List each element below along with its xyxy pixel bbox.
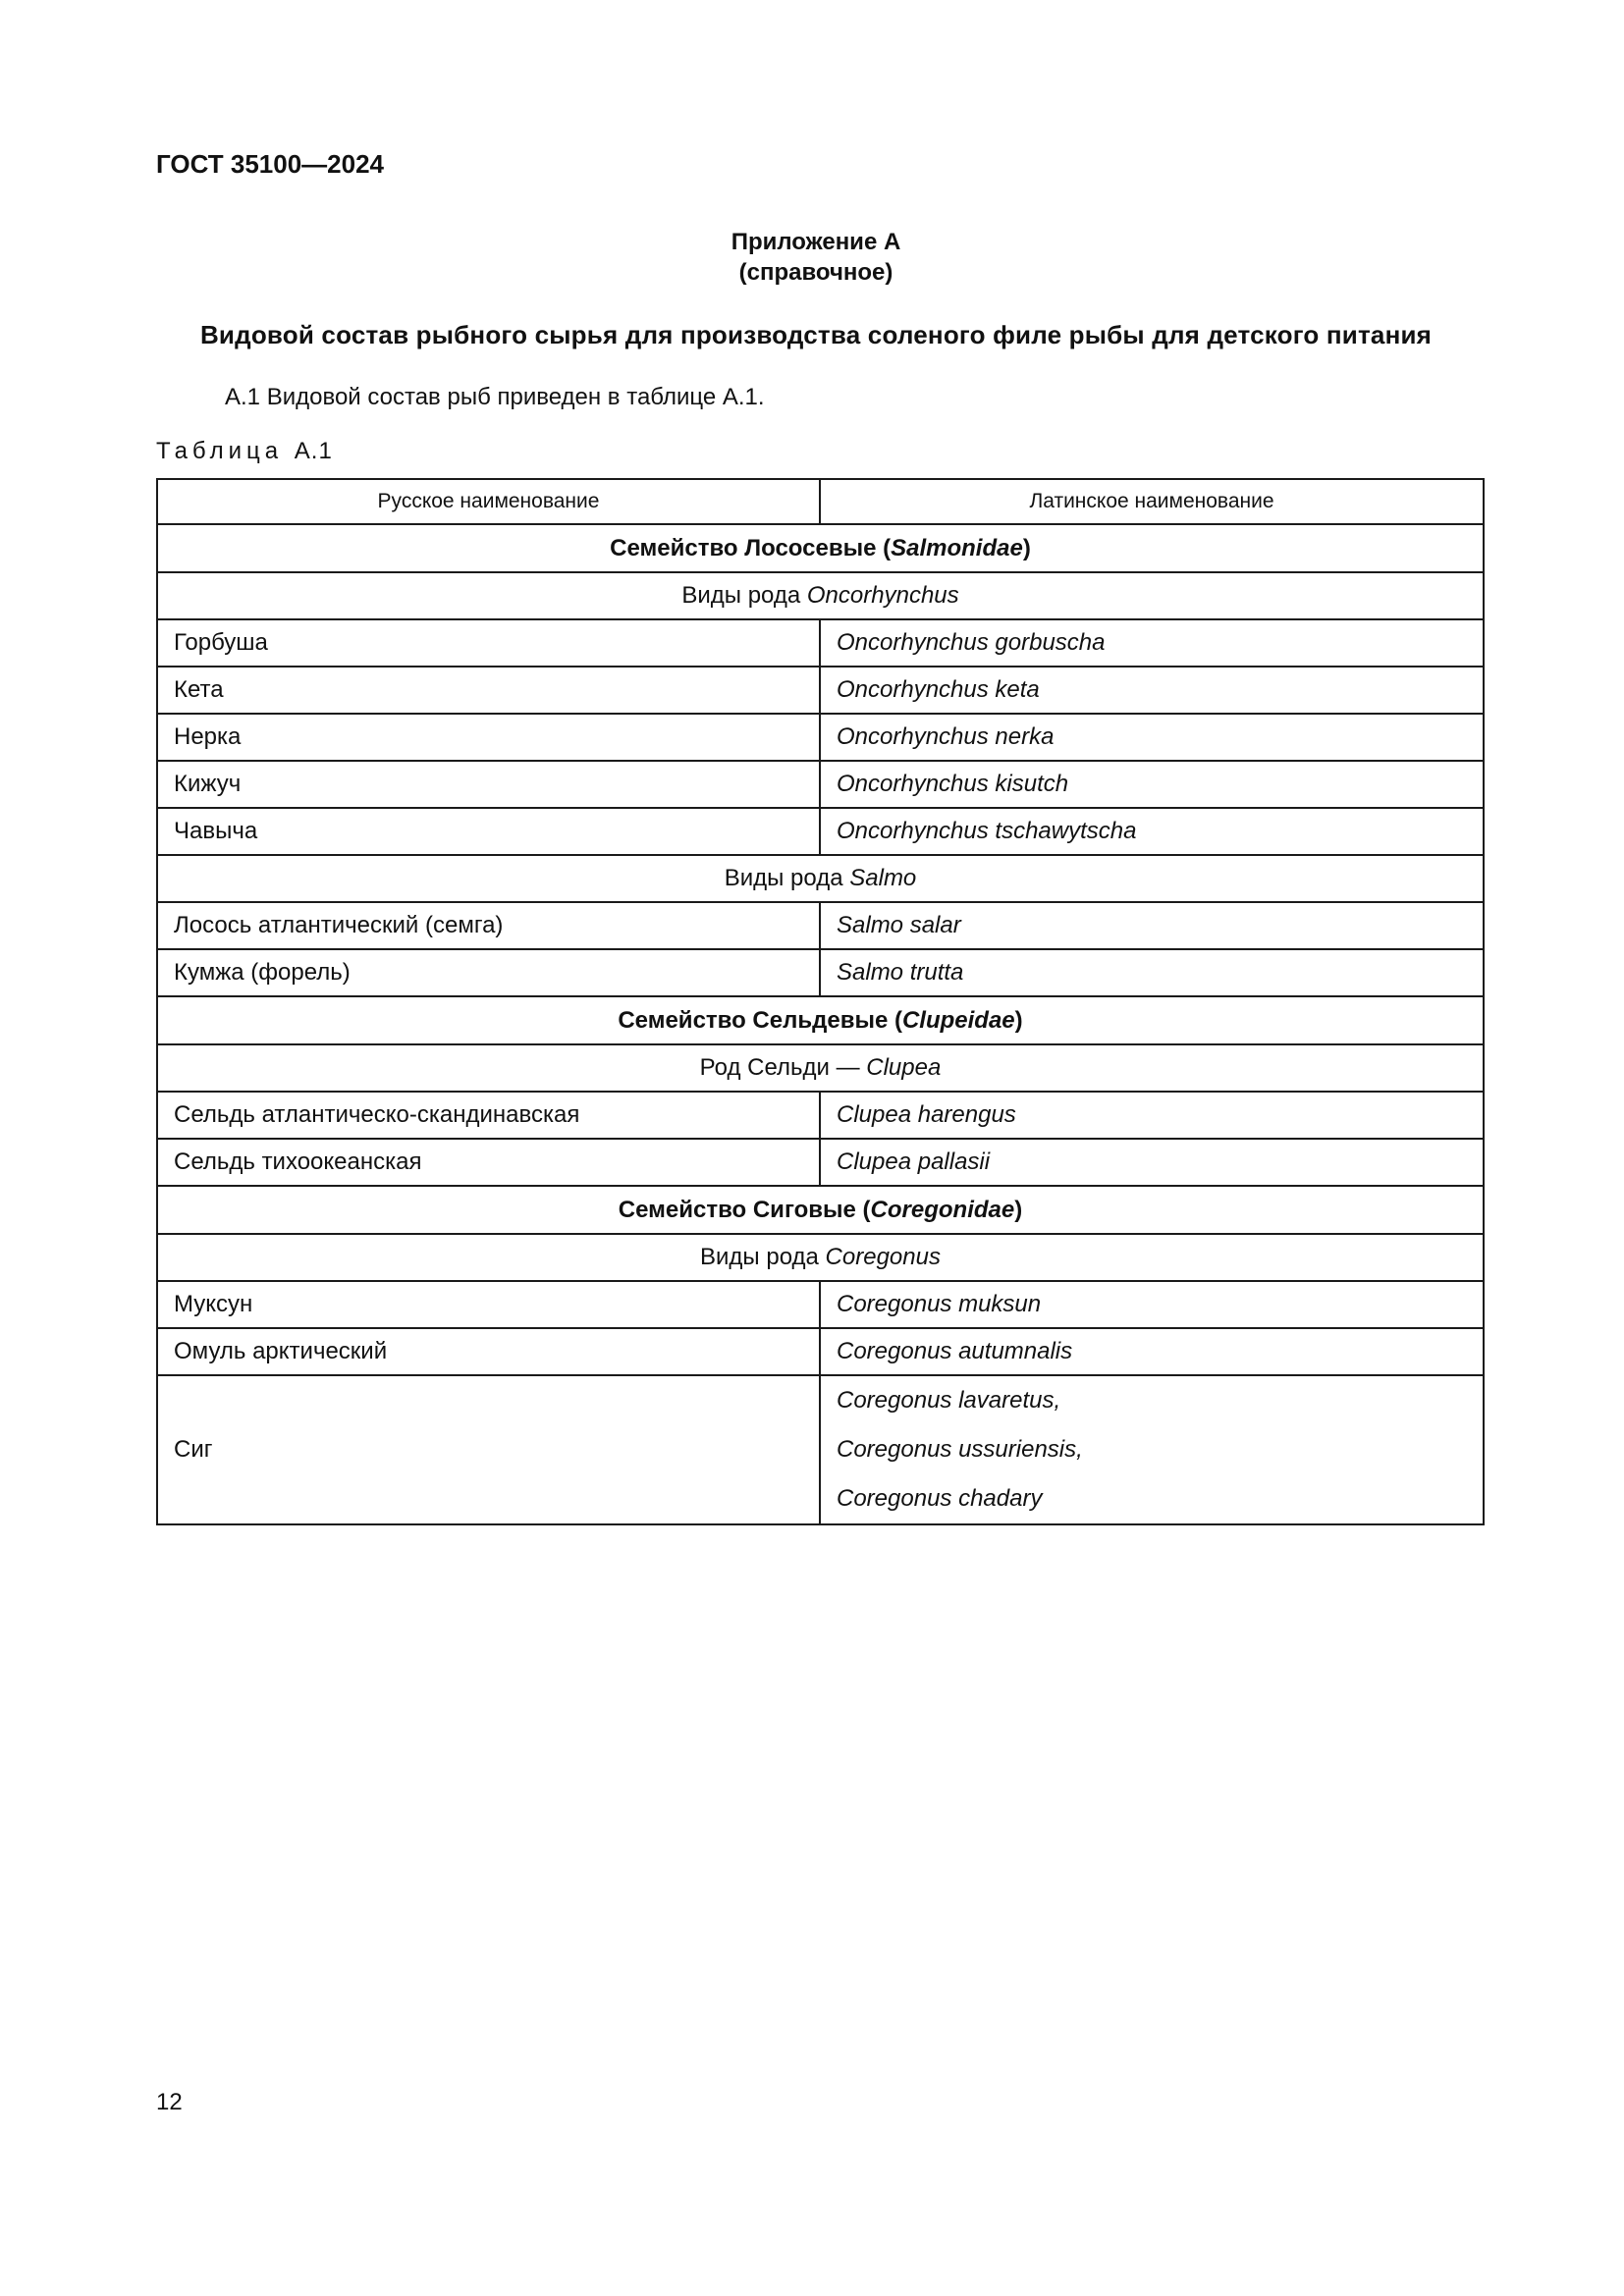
russian-name-cell: Кижуч	[157, 761, 820, 808]
appendix-subtitle: (справочное)	[738, 259, 893, 286]
table-caption-number: А.1	[294, 438, 333, 464]
genus-cell	[157, 1234, 1484, 1281]
table-row-sig	[157, 1375, 1484, 1524]
document-code: ГОСТ 35100—2024	[156, 149, 384, 179]
appendix-title-block	[0, 227, 1624, 288]
table-row	[157, 902, 1484, 949]
genus-cell	[157, 572, 1484, 619]
genus-prefix: Виды рода	[681, 582, 807, 609]
russian-name-cell: Кета	[157, 667, 820, 714]
family-latin: Clupeidae	[901, 1006, 1015, 1034]
latin-name-cell: Salmo salar	[820, 902, 1484, 949]
family-cell	[157, 524, 1484, 572]
russian-name-cell: Нерка	[157, 714, 820, 761]
russian-name-cell: Кумжа (форель)	[157, 949, 820, 996]
column-header-russian: Русское наименование	[157, 479, 820, 524]
table-row	[157, 667, 1484, 714]
family-suffix: )	[1022, 534, 1031, 561]
latin-name-cell: Oncorhynchus keta	[820, 667, 1484, 714]
latin-name-cell: Oncorhynchus nerka	[820, 714, 1484, 761]
table-row	[157, 1092, 1484, 1139]
table-row	[157, 808, 1484, 855]
family-suffix: )	[1014, 1006, 1023, 1034]
latin-name-cell: Salmo trutta	[820, 949, 1484, 996]
latin-name-cell: Coregonus autumnalis	[820, 1328, 1484, 1375]
russian-name-cell: Горбуша	[157, 619, 820, 667]
table-row	[157, 1328, 1484, 1375]
latin-name-cell: Oncorhynchus gorbuscha	[820, 619, 1484, 667]
genus-latin: Oncorhynchus	[806, 582, 959, 609]
latin-name-line: Coregonus chadary	[837, 1485, 1043, 1512]
table-caption-word: Таблица	[156, 438, 284, 464]
latin-name-line: Coregonus lavaretus,	[837, 1387, 1061, 1414]
latin-name-cell: Oncorhynchus tschawytscha	[820, 808, 1484, 855]
latin-name-cell: Coregonus muksun	[820, 1281, 1484, 1328]
table-row	[157, 761, 1484, 808]
family-prefix: Семейство Сельдевые (	[618, 1006, 902, 1034]
latin-name-cell: Clupea pallasii	[820, 1139, 1484, 1186]
table-header-row	[157, 479, 1484, 524]
family-cell	[157, 996, 1484, 1044]
genus-latin: Salmo	[849, 865, 917, 891]
russian-name-cell: Лосось атлантический (семга)	[157, 902, 820, 949]
genus-cell	[157, 1044, 1484, 1092]
genus-prefix: Виды рода	[724, 865, 850, 891]
genus-latin: Coregonus	[825, 1244, 941, 1270]
latin-name-cell: Oncorhynchus kisutch	[820, 761, 1484, 808]
genus-row-clupea	[157, 1044, 1484, 1092]
russian-name-cell: Сельдь атлантическо-скандинавская	[157, 1092, 820, 1139]
genus-latin: Clupea	[866, 1054, 942, 1081]
table-row	[157, 1281, 1484, 1328]
table-row	[157, 714, 1484, 761]
appendix-title: Приложение А	[731, 229, 901, 255]
genus-prefix: Виды рода	[700, 1244, 826, 1270]
section-heading: Видовой состав рыбного сырья для производства соленого филе рыбы для детского питания	[199, 320, 1433, 349]
latin-name-cell: Clupea harengus	[820, 1092, 1484, 1139]
column-header-latin: Латинское наименование	[820, 479, 1484, 524]
genus-cell	[157, 855, 1484, 902]
page-number: 12	[156, 2089, 183, 2115]
family-row-coregonidae	[157, 1186, 1484, 1234]
family-latin: Coregonidae	[870, 1196, 1015, 1223]
genus-row-salmo	[157, 855, 1484, 902]
genus-prefix: Род Сельди —	[699, 1054, 867, 1081]
table-caption	[156, 438, 333, 465]
family-row-salmonidae	[157, 524, 1484, 572]
family-suffix: )	[1014, 1196, 1023, 1223]
species-table	[156, 478, 1485, 1525]
russian-name-cell: Муксун	[157, 1281, 820, 1328]
intro-paragraph: А.1 Видовой состав рыб приведен в таблице А.1.	[225, 384, 765, 410]
family-cell	[157, 1186, 1484, 1234]
genus-row-coregonus	[157, 1234, 1484, 1281]
russian-name-cell: Омуль арктический	[157, 1328, 820, 1375]
family-prefix: Семейство Лососевые (	[610, 534, 892, 561]
russian-name-cell: Сельдь тихоокеанская	[157, 1139, 820, 1186]
family-latin: Salmonidae	[891, 534, 1023, 561]
family-prefix: Семейство Сиговые (	[618, 1196, 871, 1223]
latin-name-cell-multi	[820, 1375, 1484, 1524]
table-row	[157, 949, 1484, 996]
table-row	[157, 1139, 1484, 1186]
latin-name-line: Coregonus ussuriensis,	[837, 1436, 1083, 1463]
family-row-clupeidae	[157, 996, 1484, 1044]
russian-name-cell: Сиг	[157, 1375, 820, 1524]
russian-name-cell: Чавыча	[157, 808, 820, 855]
table-row	[157, 619, 1484, 667]
genus-row-oncorhynchus	[157, 572, 1484, 619]
